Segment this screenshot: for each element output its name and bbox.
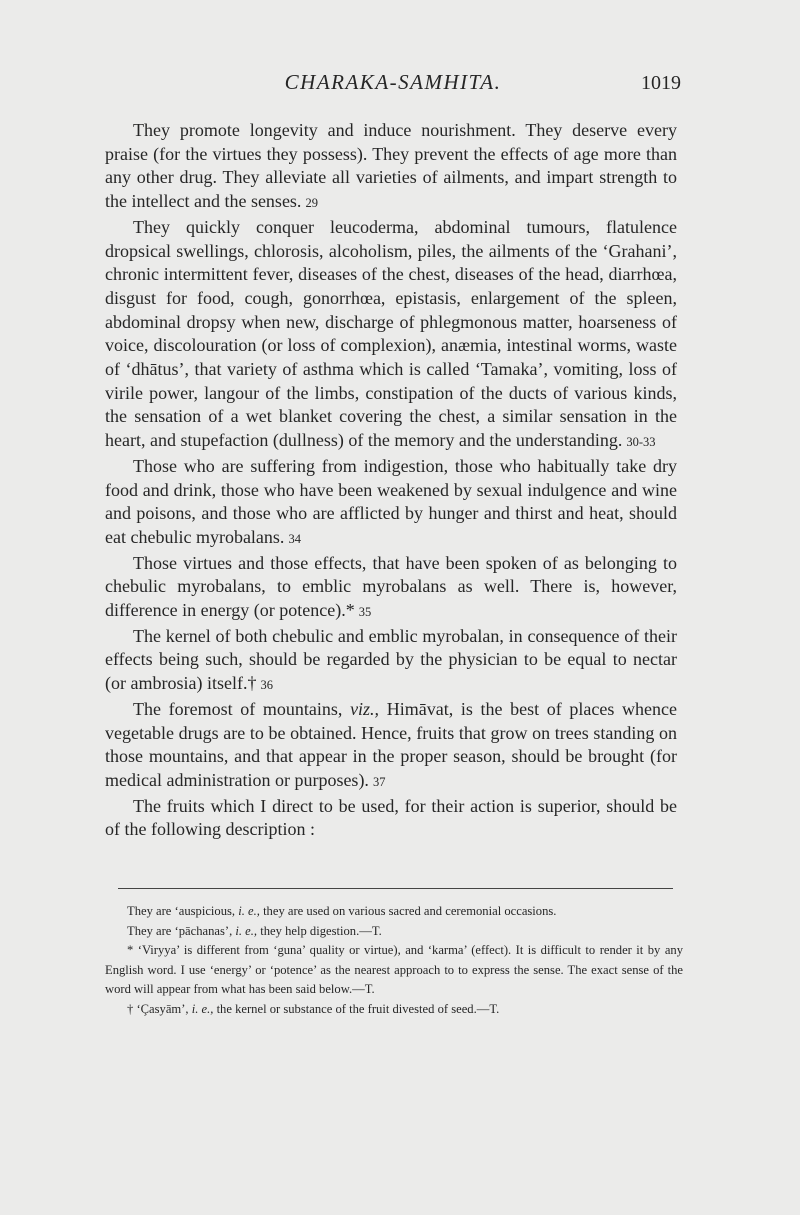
paragraph-37	[105, 698, 677, 795]
paragraph-30-33	[105, 216, 677, 455]
verse-number: 34	[288, 531, 301, 546]
footnote-text: they help digestion.—T.	[260, 923, 382, 938]
footnote-casyam	[105, 1000, 683, 1020]
running-head	[105, 70, 681, 104]
body-text	[105, 119, 677, 842]
footnote-text: † ‘Çasyām’,	[127, 1001, 189, 1016]
footnote-text: they are used on various sacred and ceremonial occasions.	[263, 904, 557, 918]
paragraph-35	[105, 552, 677, 625]
paragraph-36	[105, 625, 677, 698]
paragraph-text: The kernel of both chebulic and emblic myrobalan, in consequence of their effects being such, should be regarded by the physician to be equal to nectar (or ambrosia) itself.†	[105, 625, 677, 694]
footnotes	[105, 902, 683, 1020]
paragraph-29	[105, 119, 677, 216]
italic-viz: viz.,	[350, 698, 380, 719]
italic-ie: i. e.,	[235, 923, 258, 938]
footnote-rule	[118, 888, 673, 889]
verse-number: 36	[260, 678, 273, 693]
verse-number: 29	[305, 196, 318, 211]
footnote-text: They are ‘pāchanas’,	[127, 923, 233, 938]
running-title: CHARAKA-SAMHITA.	[284, 70, 502, 94]
italic-ie: i. e.,	[238, 904, 260, 918]
paragraph-text: Those who are suffering from indigestion, those who habitually take dry food and drink, those who have been weakened by sexual indulgence and wine and poisons, and those who are afflicted by hunger and thirst and heat, should eat chebulic myrobalans.	[105, 455, 677, 547]
paragraph-text: Himāvat, is the best of places whence vegetable drugs are to be obtained. Hence, fruits that grow on trees standing on those mountains, and that appear in the proper season, should be brought (for medical administration or purposes).	[105, 698, 678, 790]
paragraph-text: Those virtues and those effects, that have been spoken of as belonging to chebulic myrobalans, to emblic myrobalans as well. There is, however, difference in energy (or potence).*	[105, 552, 677, 621]
paragraph-text: They quickly conquer leucoderma, abdominal tumours, flatulence dropsical swellings, chlorosis, alcoholism, piles, the ailments of the ‘Grahani’, chronic intermittent fever, diseases of the chest, diseases of the head, diarrhœa, disgust for food, cough, gonorrhœa, epistasis, enlargement of the spleen, abdominal dropsy when new, discharge of phlegmonous matter, hoarseness of voice, discolouration (or loss of complexion), anæmia, intestinal worms, waste of ‘dhātus’, that variety of asthma which is called ‘Tamaka’, vomiting, loss of virile power, langour of the limbs, constipation of the ducts of various kinds, the sensation of a wet blanket covering the chest, a similar sensation in the heart, and stupefaction (dullness) of the memory and the understanding.	[105, 216, 677, 451]
paragraph-text: The foremost of mountains,	[133, 698, 343, 719]
footnote-text: the kernel or substance of the fruit divested of seed.—T.	[216, 1001, 500, 1016]
verse-number: 30-33	[626, 435, 656, 450]
paragraph-text: The fruits which I direct to be used, for their action is superior, should be of the following description :	[105, 795, 677, 840]
footnote-text: * ‘Viryya’ is different from ‘guna’ quality or virtue), and ‘karma’ (effect). It is difficult to render it by any English word. I use ‘energy’ or ‘potence’ as the nearest approach to to express the sense. The exact sense of the word will appear from what has been said below.—T.	[105, 943, 683, 997]
paragraph-text: They promote longevity and induce nourishment. They deserve every praise (for the virtues they possess). They prevent the effects of age more than any other drug. They alleviate all varieties of ailments, and impart strength to the intellect and the senses.	[105, 120, 677, 212]
verse-number: 35	[358, 605, 372, 620]
paragraph-fruits	[105, 795, 677, 842]
italic-ie: i. e.,	[191, 1001, 214, 1016]
paragraph-34	[105, 455, 677, 552]
footnote-auspicious	[105, 902, 683, 922]
footnote-pachanas	[105, 922, 683, 942]
verse-number: 37	[372, 774, 386, 789]
footnote-viryya	[105, 941, 683, 1000]
page-number: 1019	[641, 72, 681, 94]
footnote-text: They are ‘auspicious,	[127, 904, 236, 918]
